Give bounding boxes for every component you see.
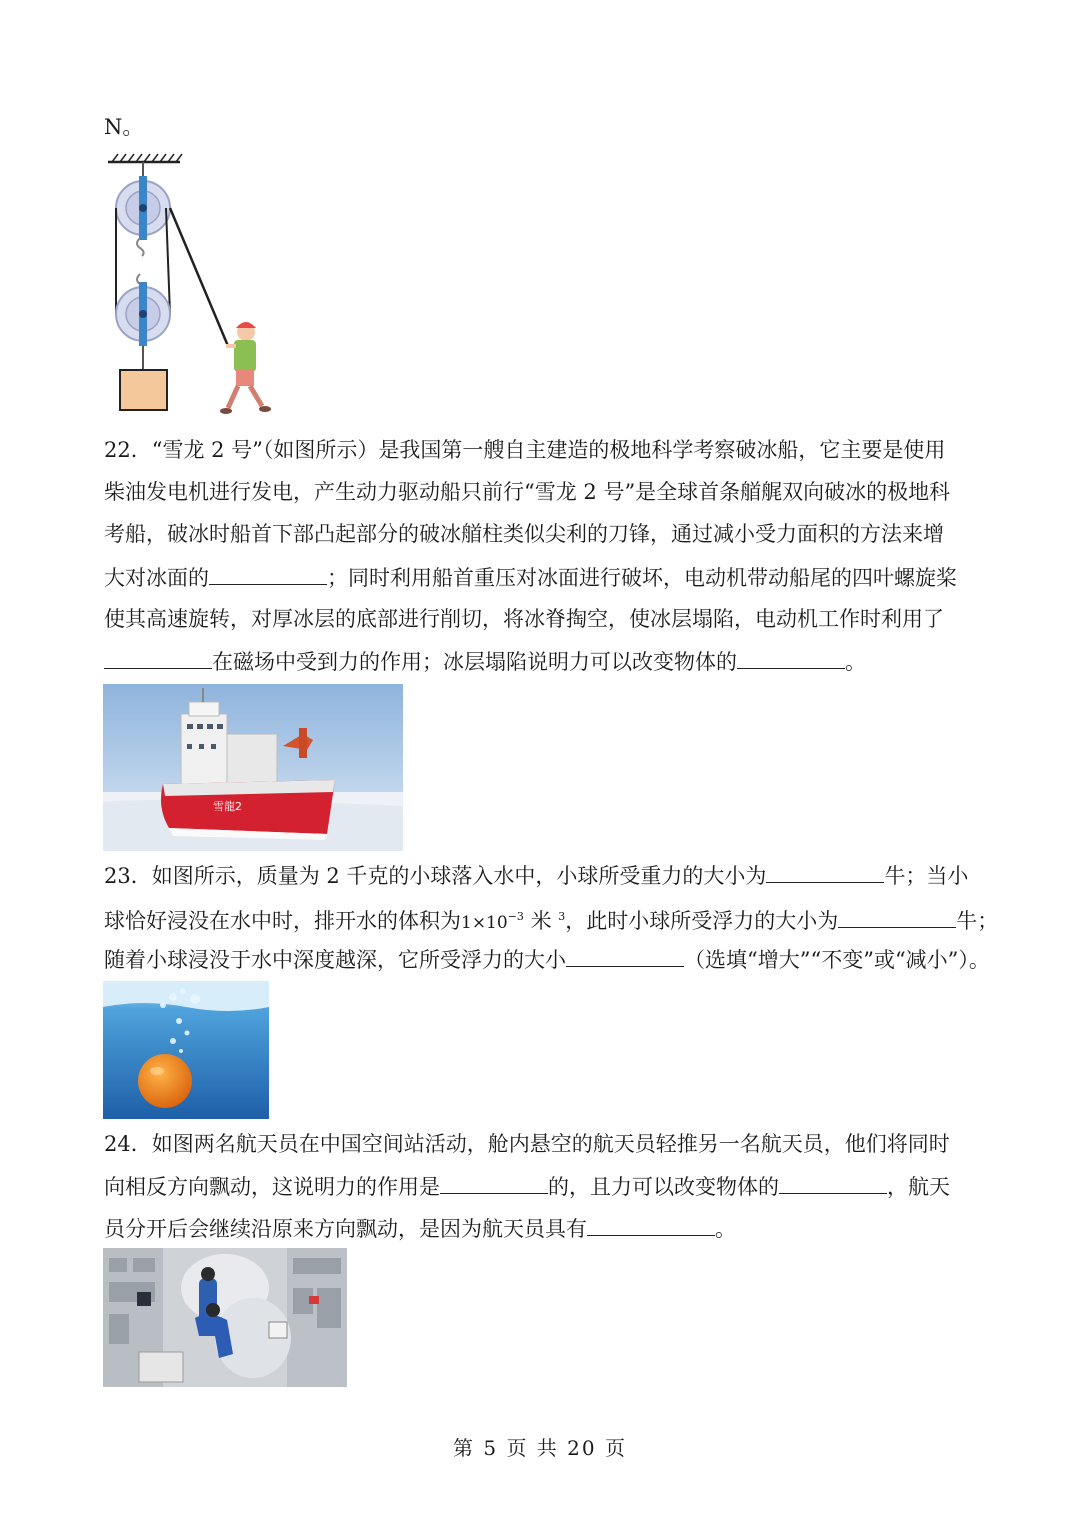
q22-line-1: 22．“雪龙 2 号”（如图所示）是我国第一艘自主建造的极地科学考察破冰船，它主要是使用	[104, 438, 946, 462]
ship-hull-text: 雪龍2	[213, 800, 242, 813]
q23-text: 米	[523, 909, 559, 933]
q22-line-2: 柴油发电机进行发电，产生动力驱动船只前行“雪龙 2 号”是全球首条艏艉双向破冰的极地科	[104, 480, 951, 504]
q23-text: ，此时小球所受浮力的大小为	[565, 909, 839, 933]
q23-answer-blank-2[interactable]	[838, 905, 956, 928]
space-station-image	[103, 1248, 347, 1387]
q23-text: 牛；	[956, 909, 999, 933]
q24-answer-blank-1[interactable]	[440, 1171, 548, 1194]
q22-answer-blank-2[interactable]	[104, 646, 212, 669]
top-fragment: N。	[104, 115, 144, 139]
q24-text: 员分开后会继续沿原来方向飘动，是因为航天员具有	[104, 1217, 587, 1241]
q22-text: 大对冰面的	[104, 566, 209, 590]
q24-text: ，航天	[887, 1175, 950, 1199]
q22-answer-blank-3[interactable]	[737, 646, 845, 669]
q23-line-1	[104, 860, 984, 891]
q22-line-4	[104, 562, 984, 593]
q24-text: 向相反方向飘动，这说明力的作用是	[104, 1175, 440, 1199]
q23-text: 随着小球浸没于水中深度越深，它所受浮力的大小	[104, 948, 566, 972]
q22-line-5: 使其高速旋转，对厚冰层的底部进行削切，将冰脊掏空，使冰层塌陷，电动机工作时利用了	[104, 607, 944, 631]
q22-text: 在磁场中受到力的作用；冰层塌陷说明力可以改变物体的	[212, 650, 737, 674]
ball-in-water-image	[103, 981, 269, 1119]
q23-volume-value: 1×10	[461, 913, 508, 933]
q24-line-2	[104, 1171, 984, 1202]
q23-answer-blank-1[interactable]	[766, 860, 884, 883]
q24-answer-blank-2[interactable]	[779, 1171, 887, 1194]
q22-line-6	[104, 646, 984, 677]
q23-text: （选填“增大”“不变”或“减小”）。	[684, 948, 990, 972]
page-footer: 第 5 页 共 20 页	[453, 1436, 627, 1460]
q24-answer-blank-3[interactable]	[587, 1213, 715, 1236]
q23-text: 23．如图所示，质量为 2 千克的小球落入水中，小球所受重力的大小为	[104, 864, 767, 888]
pulley-figure	[104, 150, 279, 418]
q22-answer-blank-1[interactable]	[209, 562, 327, 585]
q22-line-3: 考船，破冰时船首下部凸起部分的破冰艏柱类似尖利的刀锋，通过减小受力面积的方法来增	[104, 522, 944, 546]
q23-answer-blank-3[interactable]	[566, 944, 684, 967]
q22-text: ；同时利用船首重压对冰面进行破坏，电动机带动船尾的四叶螺旋桨	[327, 566, 957, 590]
q23-line-3	[104, 944, 990, 975]
q24-text: 。	[715, 1217, 736, 1241]
icebreaker-ship-image	[103, 684, 403, 851]
q23-line-2	[104, 902, 999, 938]
q24-line-1: 24．如图两名航天员在中国空间站活动，舱内悬空的航天员轻推另一名航天员，他们将同时	[104, 1132, 950, 1156]
q23-text: 牛；当小	[884, 864, 969, 888]
q23-unit-exponent: 3	[558, 910, 566, 923]
q23-volume-exponent: −3	[507, 910, 524, 923]
q23-text: 球恰好浸没在水中时，排开水的体积为	[104, 909, 461, 933]
q24-text: 的，且力可以改变物体的	[548, 1175, 779, 1199]
q24-line-3	[104, 1213, 984, 1244]
q22-text: 。	[845, 650, 866, 674]
